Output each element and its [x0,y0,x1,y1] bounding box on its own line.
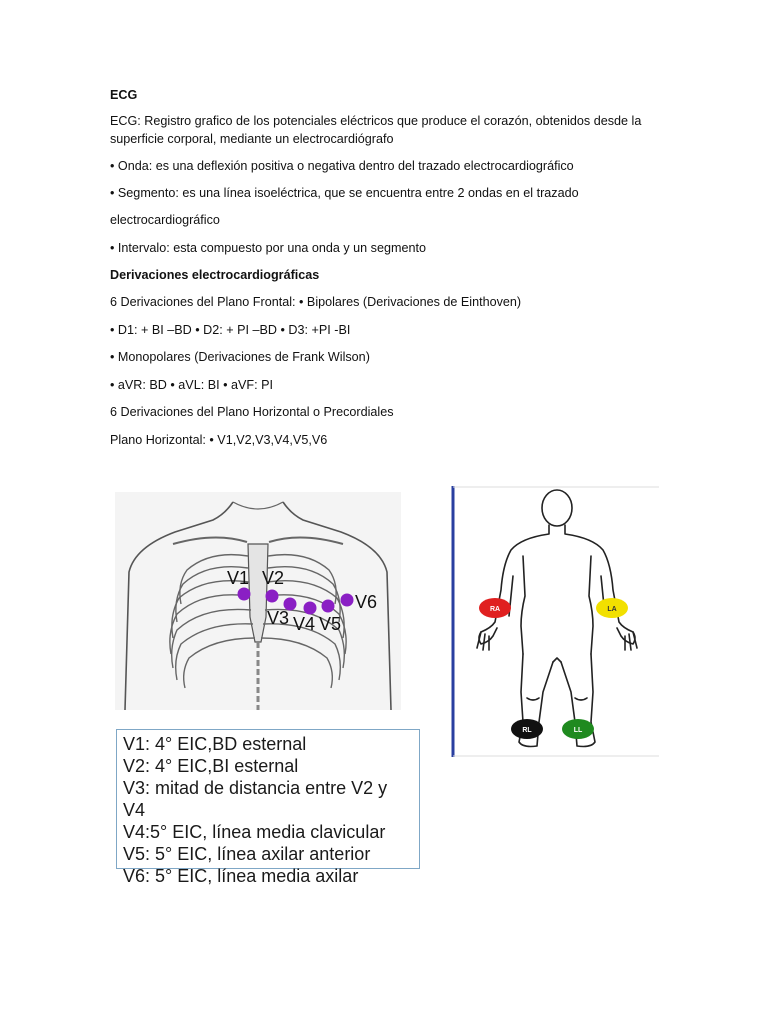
electrode-v5 [322,600,335,613]
definition-line-1: ECG: Registro grafico de los potenciales eléctricos que produce el corazón, obtenidos desde la [110,114,642,128]
legend-line-v5: V5: 5° EIC, línea axilar anterior [123,844,371,864]
segmento-item-line-2: electrocardiográfico [110,213,220,227]
doc-title: ECG [110,88,138,102]
label-v3: V3 [267,608,290,628]
legend-line-v1: V1: 4° EIC,BD esternal [123,734,307,754]
intervalo-item: • Intervalo: esta compuesto por una onda y un segmento [110,241,426,255]
derivaciones-heading: Derivaciones electrocardiográficas [110,268,320,282]
monopolares-line: • Monopolares (Derivaciones de Frank Wilson) [110,350,370,364]
bipolares-line: • D1: + BI –BD • D2: + PI –BD • D3: +PI -BI [110,323,351,337]
onda-item: • Onda: es una deflexión positiva o negativa dentro del trazado electrocardiográfico [110,159,574,173]
aumentadas-line: • aVR: BD • aVL: BI • aVF: PI [110,378,274,392]
label-v4: V4 [293,614,316,634]
legend-line-v6: V6: 5° EIC, línea media axilar [123,866,359,886]
chest-electrode-figure [115,492,401,710]
definition-line-2: superficie corporal, mediante un electrocardiógrafo [110,132,394,146]
label-la: LA [607,606,617,613]
electrode-v2 [266,590,279,603]
segmento-item-line-1: • Segmento: es una línea isoeléctrica, que se encuentra entre 2 ondas en el trazado [110,186,579,200]
legend-line-v3-cont: V4 [123,800,146,820]
label-v2: V2 [262,568,285,588]
label-ra: RA [489,606,501,613]
electrode-v6 [341,594,354,607]
label-ll: LL [573,727,583,734]
limb-electrode-figure [451,486,659,757]
electrode-v1 [238,588,251,601]
label-v6: V6 [355,592,378,612]
label-v5: V5 [319,614,342,634]
precordiales-line: Plano Horizontal: • V1,V2,V3,V4,V5,V6 [110,433,328,447]
legend-line-v2: V2: 4° EIC,BI esternal [123,756,299,776]
label-rl: RL [522,727,532,734]
label-v1: V1 [227,568,250,588]
electrode-v4 [304,602,317,615]
legend-line-v4: V4:5° EIC, línea media clavicular [123,822,386,842]
plano-horizontal-line: 6 Derivaciones del Plano Horizontal o Precordiales [110,405,394,419]
legend-line-v3: V3: mitad de distancia entre V2 y [123,778,388,798]
plano-frontal-line: 6 Derivaciones del Plano Frontal: • Bipolares (Derivaciones de Einthoven) [110,295,522,309]
